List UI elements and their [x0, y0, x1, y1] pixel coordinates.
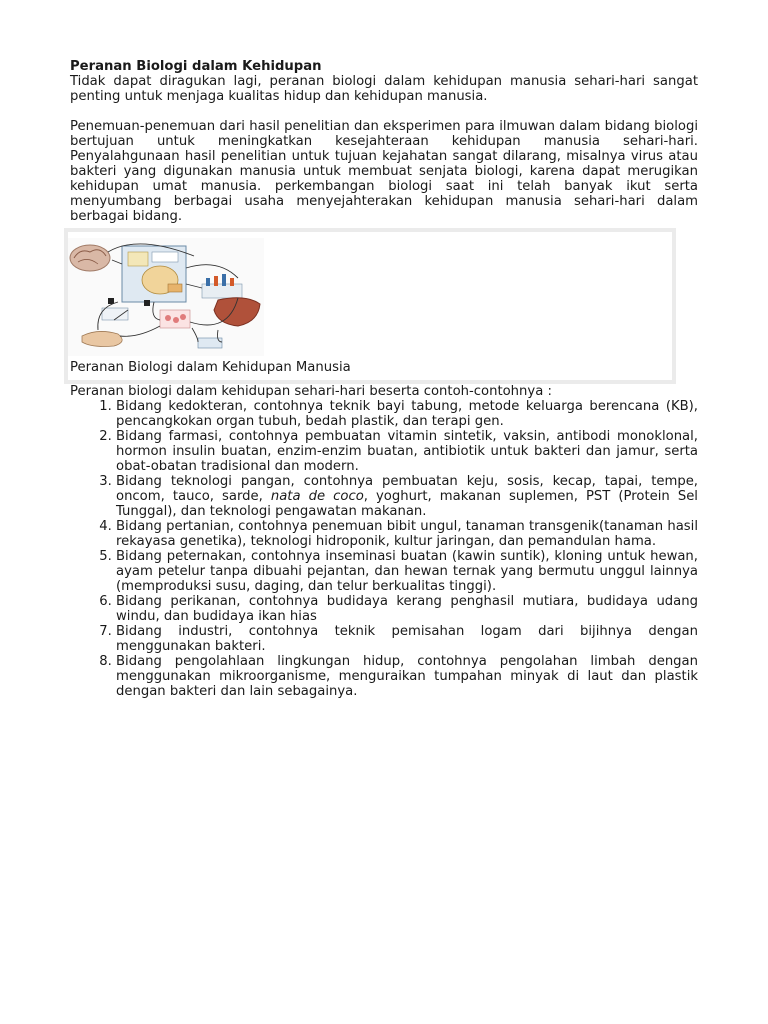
- list-item: 4. Bidang pertanian, contohnya penemuan bibit ungul, tanaman transgenik(tanaman hasil rekayasa genetika), teknologi hidroponik, kultur jaringan, dan pemandulan hama.: [116, 519, 698, 549]
- list-item: 8. Bidang pengolah​laan lingkungan hidup, contohnya pengolahan limbah dengan menggunakan mikroorganisme, menguraikan tumpahan minyak di laut dan plastik dengan bakteri dan lain sebagainya.: [116, 654, 698, 699]
- list-item-italic-term: nata de coco: [270, 489, 364, 504]
- list-item: 5. Bidang peternakan, contohnya inseminasi buatan (kawin suntik), kloning untuk hewan, ayam petelur tanpa dibuahi pejantan, dan hewan ternak yang bermutu unggul lainnya (memproduksi susu, daging, dan telur berkualitas tinggi).: [116, 549, 698, 594]
- list-item: 7. Bidang industri, contohnya teknik pemisahan logam dari bijihnya dengan menggunakan bakteri.: [116, 624, 698, 654]
- document-content: [70, 59, 698, 699]
- list-item: [116, 474, 698, 519]
- document-title: Peranan Biologi dalam Kehidupan: [70, 59, 322, 74]
- figure-caption: Peranan Biologi dalam Kehidupan Manusia: [70, 360, 351, 375]
- list-item-text: Bidang teknologi pangan, contohnya pembuatan keju, sosis, kecap, tapai, tempe, oncom, tauco, sarde,: [116, 474, 698, 504]
- list-item: 2. Bidang farmasi, contohnya pembuatan vitamin sintetik, vaksin, antibodi monoklonal, hormon insulin buatan, enzim-enzim buatan, antibiotik untuk bakteri dan jamur, serta obat-obatan tradisional dan modern.: [116, 429, 698, 474]
- list-item: 1. Bidang kedokteran, contohnya teknik bayi tabung, metode keluarga berencana (KB), pencangkokan organ tubuh, bedah plastik, dan terapi gen.: [116, 399, 698, 429]
- list-item: 6. Bidang perikanan, contohnya budidaya kerang penghasil mutiara, budidaya udang windu, dan budidaya ikan hias: [116, 594, 698, 624]
- roles-list: [70, 399, 698, 699]
- figure-frame: [64, 228, 676, 384]
- list-item-text: , yoghurt, makanan suplemen, PST (Protein Sel Tunggal), dan teknologi pengawatan makanan.: [116, 489, 698, 519]
- paragraph-intro: Tidak dapat diragukan lagi, peranan biologi dalam kehidupan manusia sehari-hari sangat penting untuk menjaga kualitas hidup dan kehidupan manusia.: [70, 74, 698, 104]
- list-intro: Peranan biologi dalam kehidupan sehari-hari beserta contoh-contohnya :: [70, 384, 552, 399]
- biology-diagram-image: [68, 238, 264, 356]
- paragraph-research: Penemuan-penemuan dari hasil penelitian dan eksperimen para ilmuwan dalam bidang biologi bertujuan untuk meningkatkan kesejahteraan kehidupan manusia sehari-hari. Penyalahgunaan hasil penelitian untuk tujuan kejahatan sangat dilarang, misalnya virus atau bakteri yang digunakan manusia untuk membuat senjata biologi, karena dapat merugikan kehidupan umat manusia. perkembangan biologi saat ini telah banyak ikut serta menyumbang berbagai usaha menyejahterakan kehidupan manusia sehari-hari dalam berbagai bidang.: [70, 119, 698, 224]
